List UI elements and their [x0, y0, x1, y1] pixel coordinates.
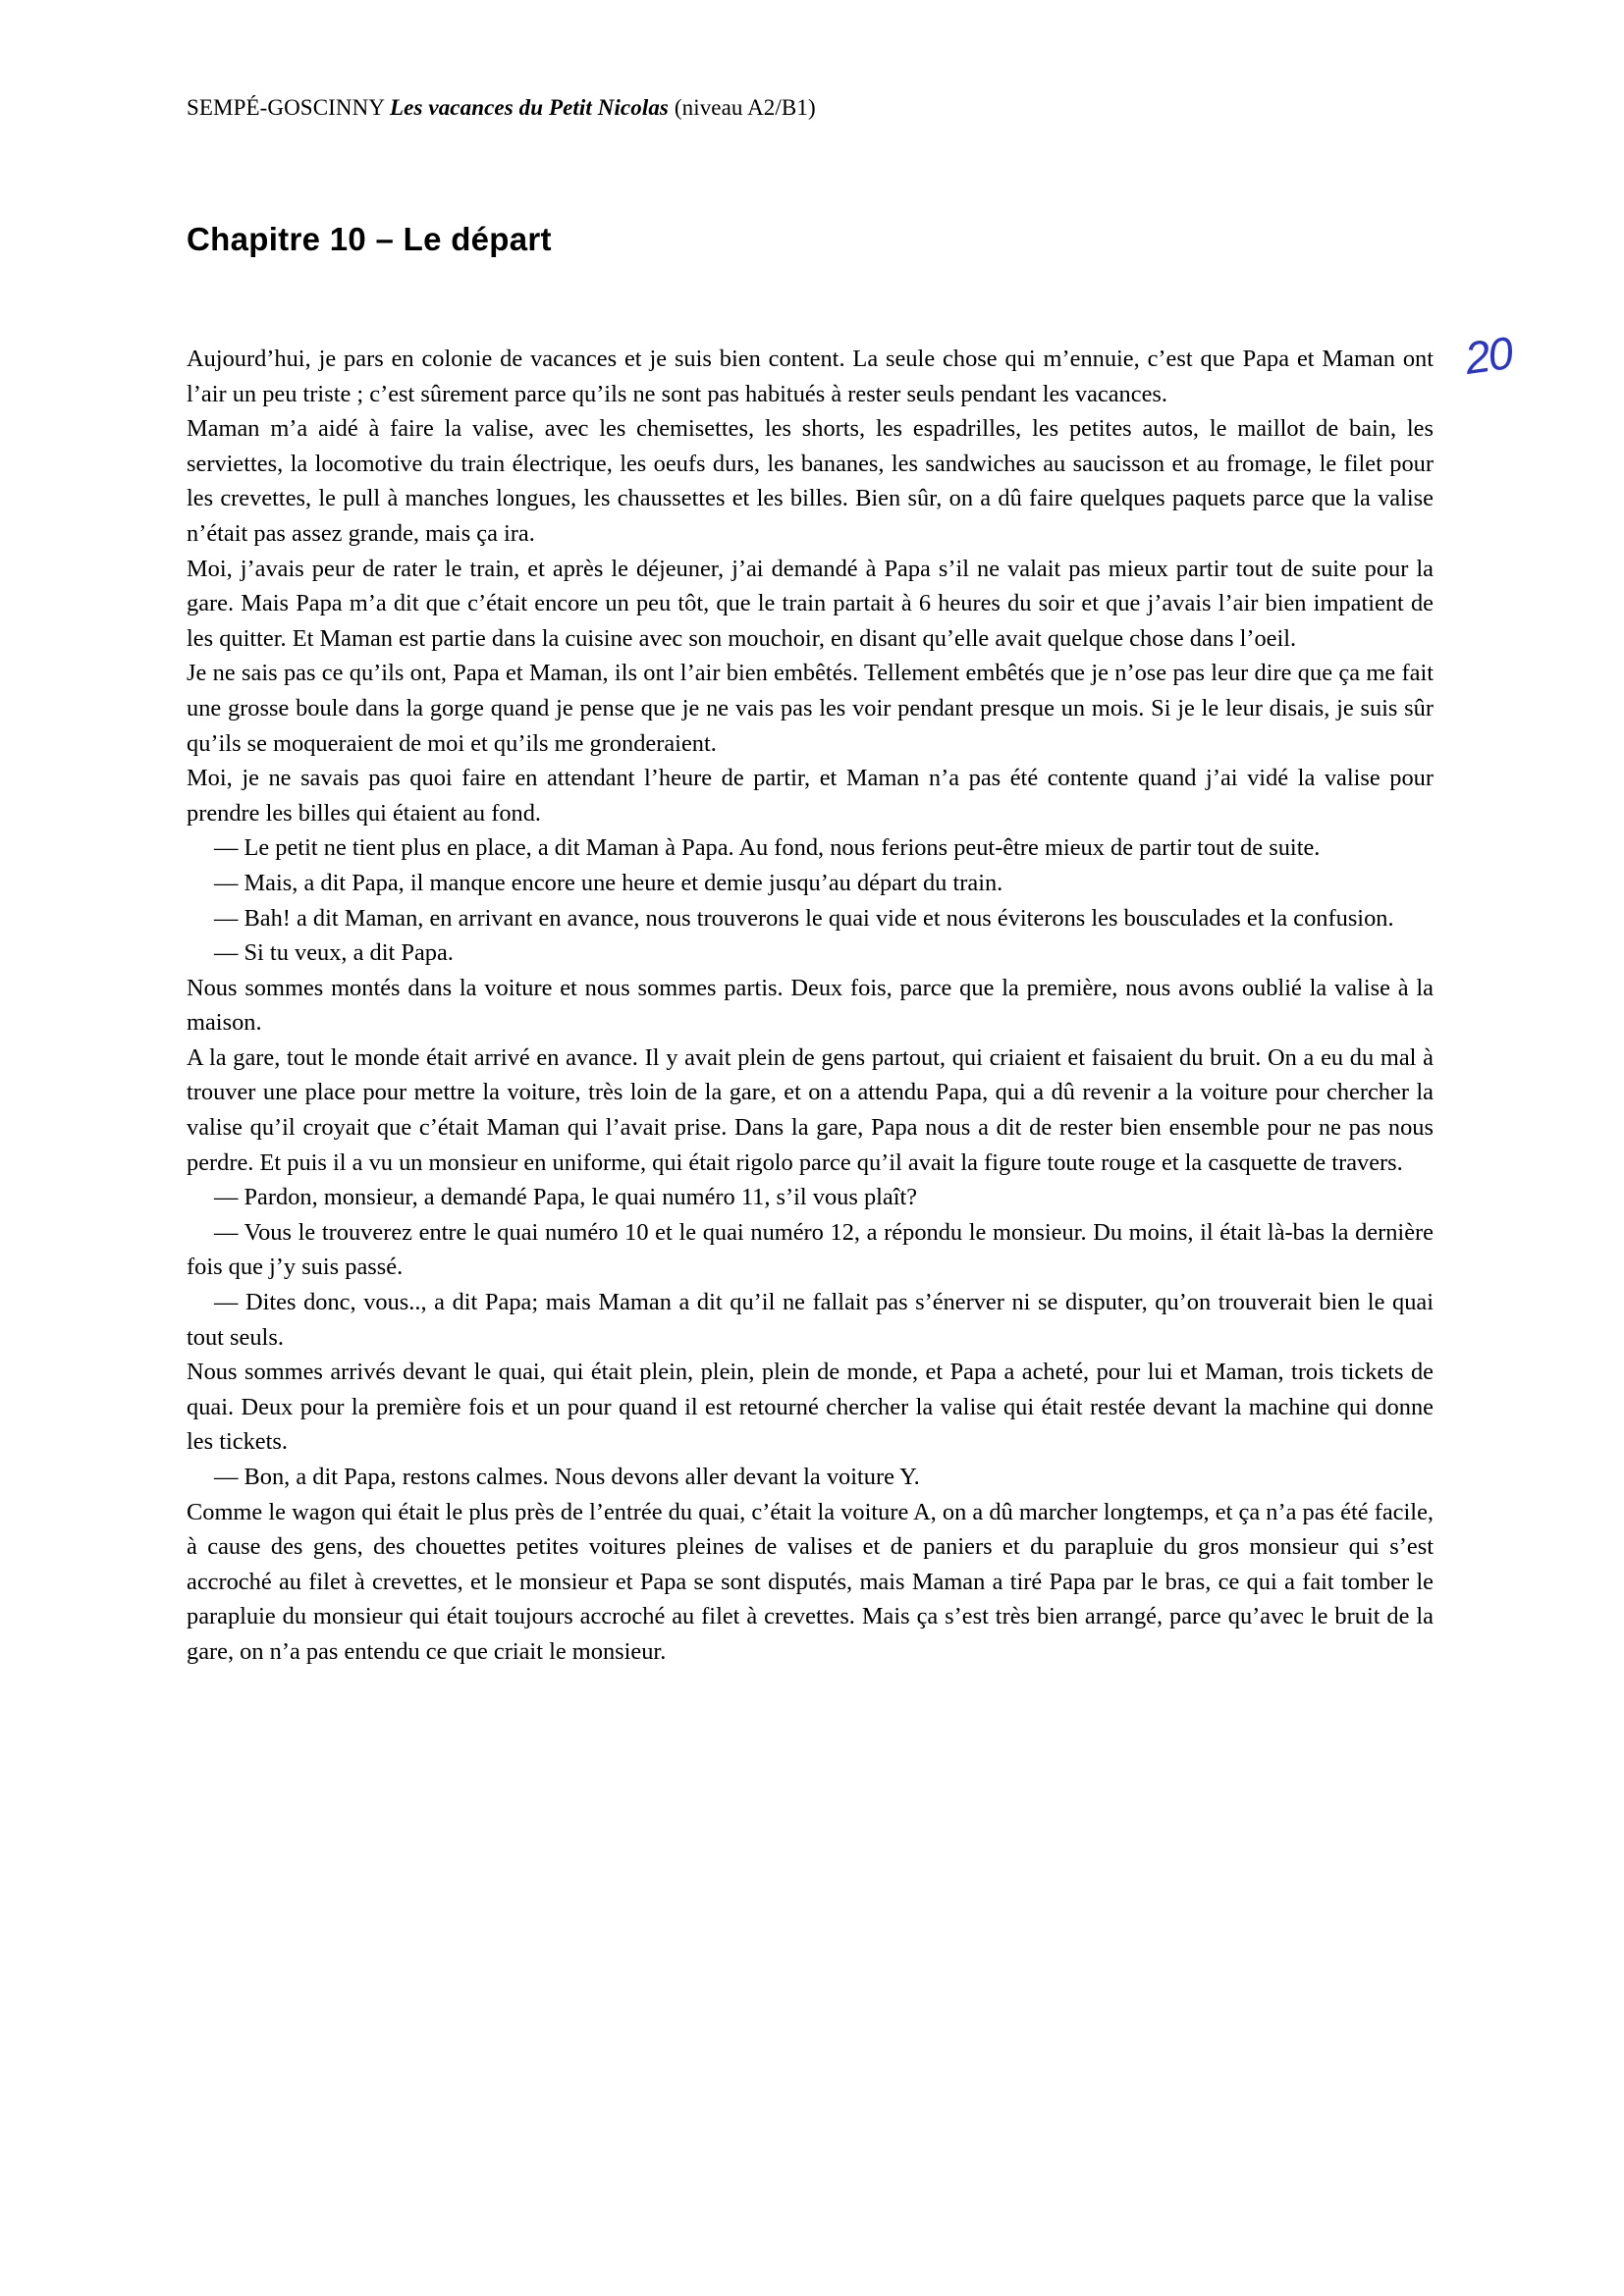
- body-paragraph: Moi, j’avais peur de rater le train, et après le déjeuner, j’ai demandé à Papa s’il ne valait pas mieux partir tout de suite pour la gare. Mais Papa m’a dit que c’était encore un peu tôt, que le train partait à 6 heures du soir et que j’avais l’air bien impatient de les quitter. Et Maman est partie dans la cuisine avec son mouchoir, en disant qu’elle avait quelque chose dans l’oeil.: [187, 555, 1434, 652]
- dialogue-paragraph: — Le petit ne tient plus en place, a dit Maman à Papa. Au fond, nous ferions peut-être mieux de partir tout de suite.: [214, 834, 1321, 862]
- body-paragraph: Aujourd’hui, je pars en colonie de vacances et je suis bien content. La seule chose qui m’ennuie, c’est que Papa et Maman ont l’air un peu triste ; c’est sûrement parce qu’ils ne sont pas habitués à rester seuls pendant les vacances.: [187, 346, 1434, 407]
- chapter-title: Chapitre 10 – Le départ: [187, 221, 552, 257]
- dialogue-paragraph: — Vous le trouverez entre le quai numéro 10 et le quai numéro 12, a répondu le monsieur. Du moins, il était là-bas la dernière fois que j’y suis passé.: [187, 1218, 1434, 1281]
- body-paragraph: Moi, je ne savais pas quoi faire en attendant l’heure de partir, et Maman n’a pas été contente quand j’ai vidé la valise pour prendre les billes qui étaient au fond.: [187, 765, 1434, 827]
- dialogue-paragraph: — Mais, a dit Papa, il manque encore une heure et demie jusqu’au départ du train.: [214, 869, 1003, 896]
- header-book-title: Les vacances du Petit Nicolas: [390, 95, 669, 120]
- body-paragraph: Maman m’a aidé à faire la valise, avec les chemisettes, les shorts, les espadrilles, les petites autos, le maillot de bain, les serviettes, la locomotive du train électrique, les oeufs durs, les bananes, les sandwiches au saucisson et au fromage, le filet pour les crevettes, le pull à manches longues, les chaussettes et les billes. Bien sûr, on a dû faire quelques paquets parce que la valise n’était pas assez grande, mais ça ira.: [187, 415, 1434, 547]
- body-paragraph: Je ne sais pas ce qu’ils ont, Papa et Maman, ils ont l’air bien embêtés. Tellement embêtés que je n’ose pas leur dire que ça me fait une grosse boule dans la gorge quand je pense que je ne vais pas les voir pendant presque un mois. Si je le leur disais, je suis sûr qu’ils se moqueraient de moi et qu’ils me gronderaient.: [187, 660, 1434, 757]
- page-header: [187, 93, 1437, 123]
- dialogue-paragraph: — Si tu veux, a dit Papa.: [214, 939, 454, 967]
- handwritten-page-number: 20: [1461, 326, 1515, 385]
- header-level: (niveau A2/B1): [669, 95, 816, 120]
- body-paragraph: A la gare, tout le monde était arrivé en avance. Il y avait plein de gens partout, qui criaient et faisaient du bruit. On a eu du mal à trouver une place pour mettre la voiture, très loin de la gare, et on a attendu Papa, qui a dû revenir a la voiture pour chercher la valise qu’il croyait que c’était Maman qui l’avait prise. Dans la gare, Papa nous a dit de rester bien ensemble pour ne pas nous perdre. Et puis il a vu un monsieur en uniforme, qui était rigolo parce qu’il avait la figure toute rouge et la casquette de travers.: [187, 1043, 1434, 1176]
- body-paragraph: Nous sommes arrivés devant le quai, qui était plein, plein, plein de monde, et Papa a acheté, pour lui et Maman, trois tickets de quai. Deux pour la première fois et un pour quand il est retourné chercher la valise qui était restée devant la machine qui donne les tickets.: [187, 1359, 1434, 1456]
- header-author: SEMPÉ-GOSCINNY: [187, 95, 391, 120]
- dialogue-paragraph: — Pardon, monsieur, a demandé Papa, le quai numéro 11, s’il vous plaît?: [214, 1184, 918, 1211]
- body-paragraph: Nous sommes montés dans la voiture et nous sommes partis. Deux fois, parce que la première, nous avons oublié la valise à la maison.: [187, 974, 1434, 1037]
- dialogue-paragraph: — Bah! a dit Maman, en arrivant en avance, nous trouverons le quai vide et nous éviterons les bousculades et la confusion.: [214, 904, 1394, 932]
- dialogue-paragraph: — Bon, a dit Papa, restons calmes. Nous devons aller devant la voiture Y.: [214, 1464, 920, 1490]
- body-text: [187, 342, 1434, 1670]
- dialogue-paragraph: — Dites donc, vous.., a dit Papa; mais Maman a dit qu’il ne fallait pas s’énerver ni se disputer, qu’on trouverait bien le quai tout seuls.: [187, 1289, 1434, 1351]
- body-paragraph: Comme le wagon qui était le plus près de l’entrée du quai, c’était la voiture A, on a dû marcher longtemps, et ça n’a pas été facile, à cause des gens, des chouettes petites voitures pleines de valises et de paniers et du parapluie du gros monsieur qui s’est accroché au filet à crevettes, et le monsieur et Papa se sont disputés, mais Maman a tiré Papa par le bras, ce qui a fait tomber le parapluie du monsieur qui était toujours accroché au filet à crevettes. Mais ça s’est très bien arrangé, parce qu’avec le bruit de la gare, on n’a pas entendu ce que criait le monsieur.: [187, 1498, 1434, 1665]
